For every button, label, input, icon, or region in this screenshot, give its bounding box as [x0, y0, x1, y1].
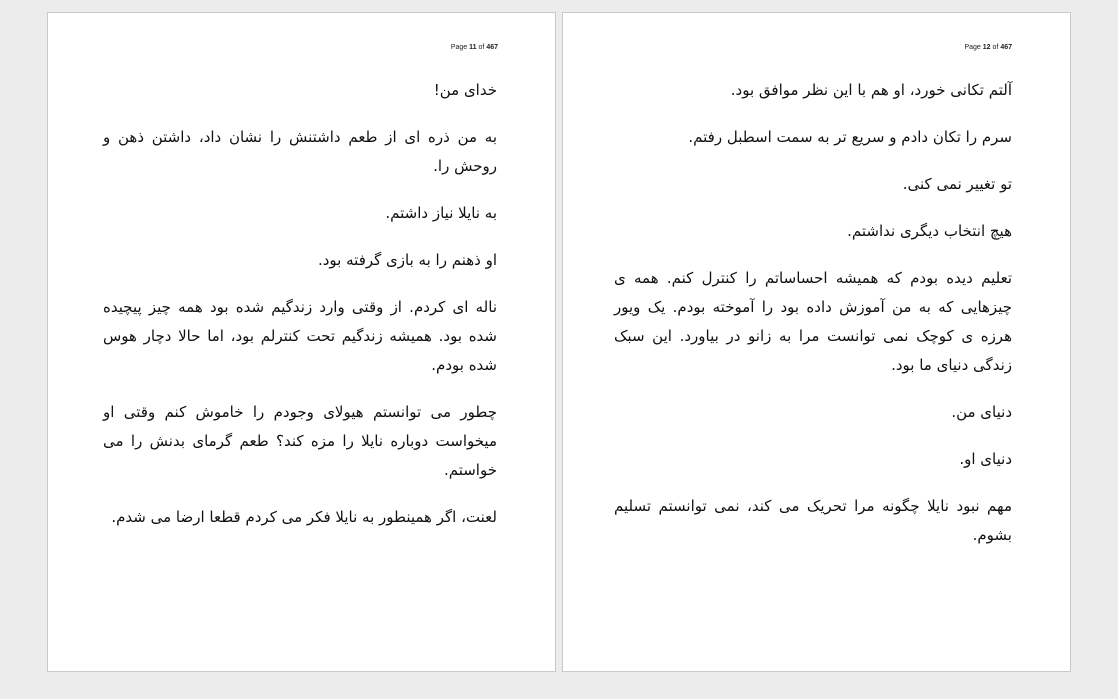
document-page-left: [47, 12, 556, 672]
document-page-right: [562, 12, 1071, 672]
page-body-text: [614, 76, 1012, 568]
paragraph: مهم نبود نایلا چگونه مرا تحریک می کند، نمی توانستم تسلیم بشوم.: [614, 497, 1012, 544]
paragraph: ناله ای کردم. از وقتی وارد زندگیم شده بود همه چیز پیچیده شده بود. همیشه زندگیم تحت کنترلم بود، اما حالا دچار هوس شده بودم.: [103, 298, 497, 374]
paragraph: لعنت، اگر همینطور به نایلا فکر می کردم قطعا ارضا می شدم.: [111, 508, 497, 526]
page-number-indicator: [964, 44, 1012, 51]
paragraph: دنیای او.: [959, 450, 1012, 468]
page-current-number: 11: [469, 44, 477, 51]
paragraph: به من ذره ای از طعم داشتنش را نشان داد، داشتن ذهن و روحش را.: [103, 128, 497, 175]
paragraph: آلتم تکانی خورد، او هم با این نظر موافق بود.: [730, 81, 1012, 99]
page-of-label: of: [992, 44, 999, 51]
paragraph: چطور می توانستم هیولای وجودم را خاموش کنم وقتی او میخواست دوباره نایلا را مزه کند؟ طعم گرمای بدنش را می خواستم.: [103, 403, 497, 479]
page-label: Page: [964, 44, 981, 51]
paragraph: سرم را تکان دادم و سریع تر به سمت اسطبل رفتم.: [688, 128, 1012, 146]
paragraph: تعلیم دیده بودم که همیشه احساساتم را کنترل کنم. همه ی چیزهایی که به من آموزش داده بود را آموخته بودم. یک ویور هرزه ی کوچک نمی توانست مرا به زانو در بیاورد. این سبک زندگی دنیای ما بود.: [614, 269, 1012, 374]
page-body-text: [103, 76, 497, 550]
page-label: Page: [450, 44, 468, 51]
paragraph: او ذهنم را به بازی گرفته بود.: [317, 251, 497, 269]
paragraph: تو تغییر نمی کنی.: [902, 175, 1012, 193]
paragraph: خدای من!: [433, 81, 497, 99]
paragraph: دنیای من.: [951, 403, 1012, 421]
page-total-number: 467: [486, 44, 498, 51]
page-total-number: 467: [1000, 44, 1012, 51]
paragraph: هیچ انتخاب دیگری نداشتم.: [847, 222, 1012, 240]
page-number-indicator: [451, 44, 498, 51]
paragraph: به نایلا نیاز داشتم.: [385, 204, 497, 222]
page-of-label: of: [478, 44, 485, 51]
page-current-number: 12: [982, 44, 991, 51]
